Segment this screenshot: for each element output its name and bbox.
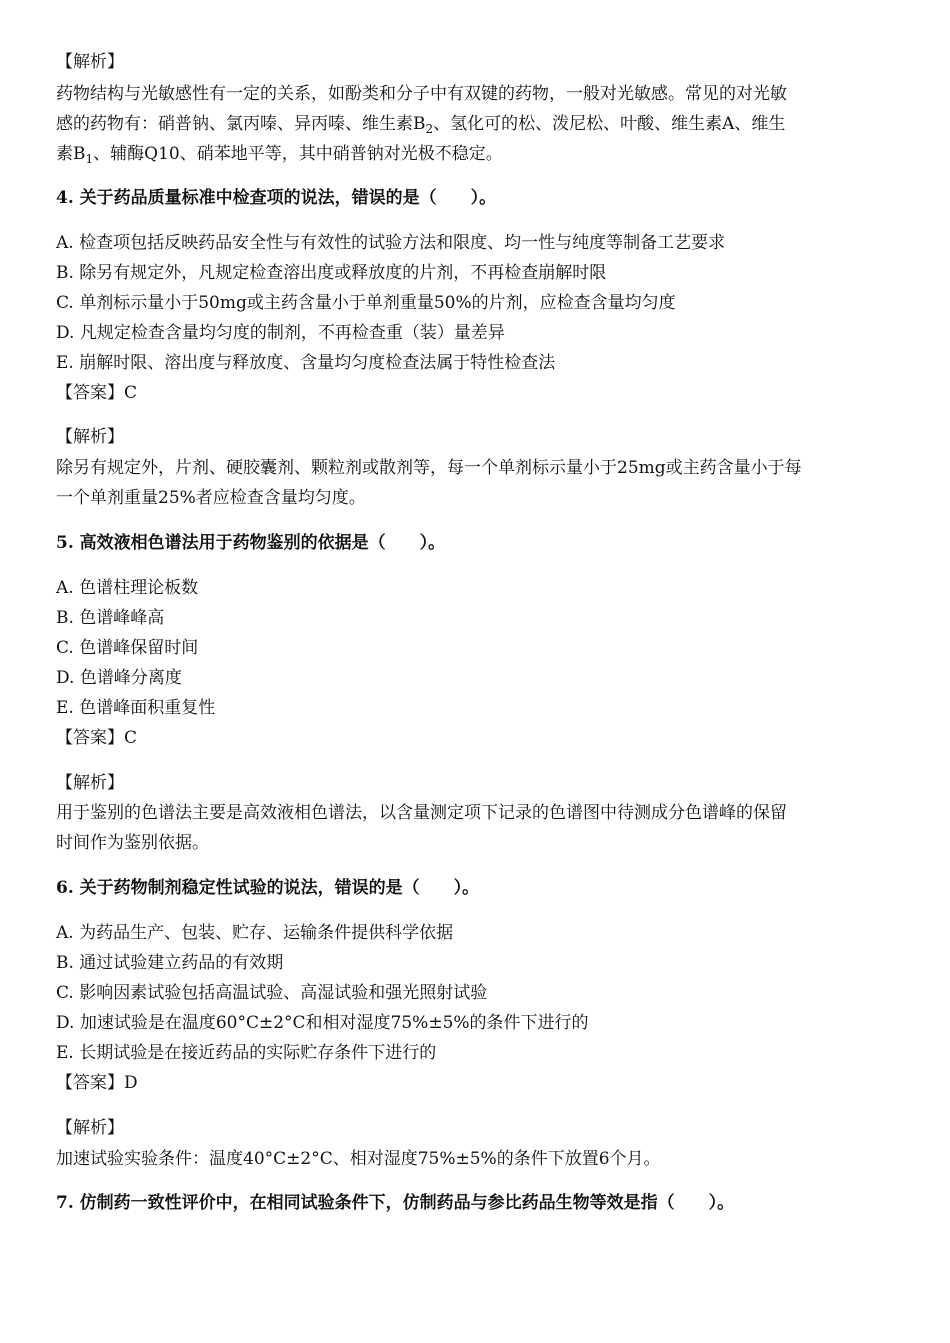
q5-option-d: D. 色谱峰分离度 <box>56 668 182 688</box>
q4-option-c: C. 单剂标示量小于50mg或主药含量小于单剂重量50%的片剂，应检查含量均匀度 <box>56 293 676 313</box>
q3-analysis-label: 【解析】 <box>56 52 124 72</box>
q3-analysis-text: 、氢化可的松、泼尼松、叶酸、维生素A、维生 <box>433 114 786 134</box>
q5-option-a: A. 色谱柱理论板数 <box>56 578 199 598</box>
q4-answer-value: C <box>124 383 138 403</box>
q3-analysis-line-3 <box>56 143 896 165</box>
q3-analysis-subscript: 2 <box>425 122 434 136</box>
q4-title: 4. 关于药品质量标准中检查项的说法，错误的是（ ）。 <box>56 188 497 208</box>
q3-analysis-line-2 <box>56 113 896 135</box>
q5-analysis-line-2: 时间作为鉴别依据。 <box>56 833 209 853</box>
q3-analysis-line-1: 药物结构与光敏感性有一定的关系，如酚类和分子中有双键的药物，一般对光敏感。常见的对光敏 <box>56 84 787 104</box>
q5-analysis-label: 【解析】 <box>56 773 124 793</box>
answer-label: 【答案】 <box>56 728 124 748</box>
q6-option-c: C. 影响因素试验包括高温试验、高湿试验和强光照射试验 <box>56 983 488 1003</box>
q6-option-e: E. 长期试验是在接近药品的实际贮存条件下进行的 <box>56 1043 437 1063</box>
q5-analysis-line-1: 用于鉴别的色谱法主要是高效液相色谱法，以含量测定项下记录的色谱图中待测成分色谱峰的保留 <box>56 803 787 823</box>
q6-option-d: D. 加速试验是在温度60°C±2°C和相对湿度75%±5%的条件下进行的 <box>56 1013 589 1033</box>
q3-analysis-subscript: 1 <box>85 152 94 166</box>
answer-label: 【答案】 <box>56 383 124 403</box>
q5-title: 5. 高效液相色谱法用于药物鉴别的依据是（ ）。 <box>56 533 446 553</box>
q4-analysis-label: 【解析】 <box>56 427 124 447</box>
q6-option-b: B. 通过试验建立药品的有效期 <box>56 953 284 973</box>
q5-option-c: C. 色谱峰保留时间 <box>56 638 199 658</box>
q4-option-a: A. 检查项包括反映药品安全性与有效性的试验方法和限度、均一性与纯度等制备工艺要求 <box>56 233 726 253</box>
q6-option-a: A. 为药品生产、包装、贮存、运输条件提供科学依据 <box>56 923 454 943</box>
q5-option-b: B. 色谱峰峰高 <box>56 608 165 628</box>
q4-analysis-line-1: 除另有规定外，片剂、硬胶囊剂、颗粒剂或散剂等，每一个单剂标示量小于25mg或主药含量小于每 <box>56 458 802 478</box>
q3-analysis-text: 素B <box>56 144 86 164</box>
q5-answer <box>56 727 896 749</box>
q4-answer <box>56 382 896 404</box>
q4-option-d: D. 凡规定检查含量均匀度的制剂，不再检查重（装）量差异 <box>56 323 505 343</box>
q3-analysis-text: 感的药物有：硝普钠、氯丙嗪、异丙嗪、维生素B <box>56 114 426 134</box>
q6-title: 6. 关于药物制剂稳定性试验的说法，错误的是（ ）。 <box>56 878 480 898</box>
q4-option-b: B. 除另有规定外，凡规定检查溶出度或释放度的片剂，不再检查崩解时限 <box>56 263 607 283</box>
q6-answer-value: D <box>124 1073 138 1093</box>
q6-analysis-line-1: 加速试验实验条件：温度40°C±2°C、相对湿度75%±5%的条件下放置6个月。 <box>56 1149 661 1169</box>
q5-answer-value: C <box>124 728 138 748</box>
q6-analysis-label: 【解析】 <box>56 1118 124 1138</box>
q4-option-e: E. 崩解时限、溶出度与释放度、含量均匀度检查法属于特性检查法 <box>56 353 556 373</box>
q3-analysis-text: 、辅酶Q10、硝苯地平等，其中硝普钠对光极不稳定。 <box>93 144 503 164</box>
answer-label: 【答案】 <box>56 1073 124 1093</box>
q4-analysis-line-2: 一个单剂重量25%者应检查含量均匀度。 <box>56 488 366 508</box>
q6-answer <box>56 1072 896 1094</box>
q7-title: 7. 仿制药一致性评价中，在相同试验条件下，仿制药品与参比药品生物等效是指（ ）。 <box>56 1193 735 1213</box>
q5-option-e: E. 色谱峰面积重复性 <box>56 698 216 718</box>
